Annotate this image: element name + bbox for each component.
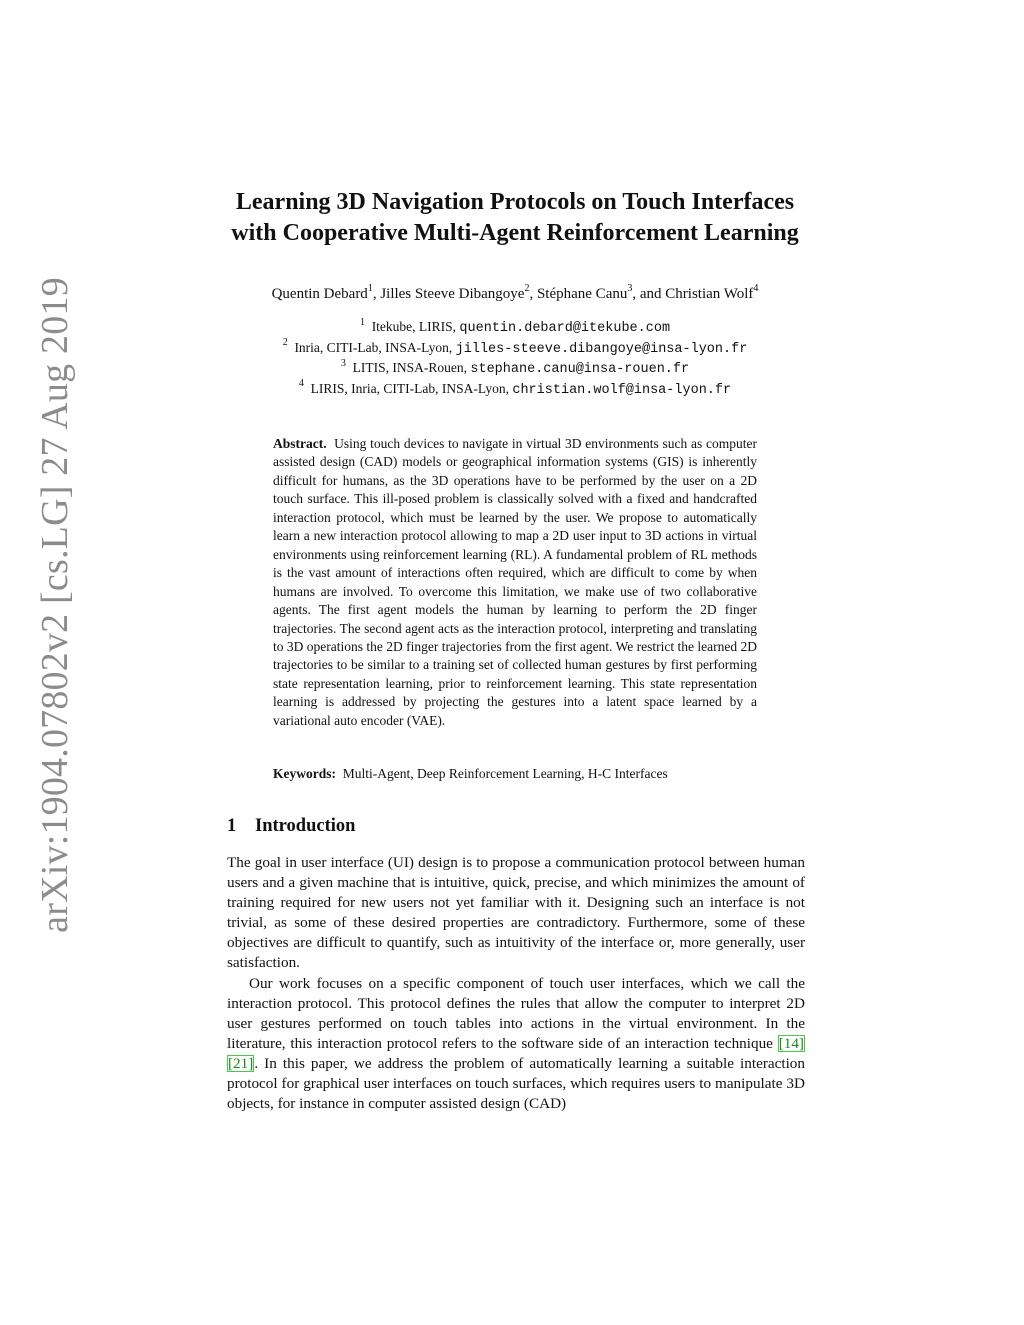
author-superscript: 1 (367, 283, 373, 294)
author-name: Christian Wolf (665, 286, 754, 302)
author-email[interactable]: stephane.canu@insa-rouen.fr (470, 362, 690, 377)
keywords-label: Keywords: (273, 766, 336, 781)
affiliation-text: LIRIS, Inria, CITI-Lab, INSA-Lyon, (310, 380, 509, 396)
section-heading (227, 814, 355, 838)
title-line-2: with Cooperative Multi-Agent Reinforcement Learning (231, 220, 799, 246)
citation-link[interactable]: [14] (778, 1034, 804, 1052)
paragraph: The goal in user interface (UI) design is to propose a communication protocol between human users and a given machine that is intuitive, quick, precise, and which minimizes the amount of training required for new users not yet familiar with it. Designing such an interface is not trivial, as some of these desired properties are contradictory. Furthermore, some of these objectives are difficult to quantify, such as intuitivity of the interface or, more generally, user satisfaction. (227, 854, 805, 972)
affiliation-text: Itekube, LIRIS, (371, 319, 457, 334)
abstract-label: Abstract. (273, 436, 327, 451)
affiliation-number: 1 (359, 316, 365, 328)
affiliation-number: 3 (340, 357, 346, 369)
abstract (273, 435, 757, 730)
author-email[interactable]: quentin.debard@itekube.com (459, 321, 671, 336)
author-email[interactable]: jilles-steeve.dibangoye@insa-lyon.fr (455, 341, 748, 357)
title-line-1: Learning 3D Navigation Protocols on Touch Interfaces (235, 189, 795, 215)
author-superscript: 4 (753, 283, 759, 294)
arxiv-identifier-text: arXiv:1904.07802v2 [cs.LG] 27 Aug 2019 (34, 277, 76, 933)
author-name: Jilles Steeve Dibangoye (380, 286, 525, 302)
paragraph-text: Our work focuses on a specific component of touch user interfaces, which we call the interaction protocol. This protocol defines the rules that allow the computer to interpret 2D user gestures performed on touch tables into actions in the virtual environment. In the literature, this interaction protocol refers to the software side of an interaction technique (227, 974, 805, 1052)
paragraph (227, 974, 805, 1115)
affiliation-text: Inria, CITI-Lab, INSA-Lyon, (294, 339, 453, 355)
paper-title (150, 187, 880, 249)
section-number: 1 (227, 816, 237, 836)
author-superscript: 3 (627, 283, 633, 294)
keywords (273, 765, 757, 783)
citation-link[interactable]: [21] (228, 1054, 254, 1072)
author-name: Stéphane Canu (536, 286, 628, 302)
affiliation-line (150, 359, 880, 380)
affiliation-number: 2 (282, 337, 288, 348)
author-conjunction: and (639, 286, 662, 302)
body-text (227, 853, 805, 1114)
author-superscript: 2 (524, 283, 530, 294)
section-title: Introduction (255, 816, 356, 836)
affiliation-text: LITIS, INSA-Rouen, (352, 360, 467, 375)
affiliation-number: 4 (298, 378, 304, 389)
affiliation-line (150, 380, 880, 401)
affiliation-line (150, 339, 880, 360)
author-email[interactable]: christian.wolf@insa-lyon.fr (512, 382, 732, 398)
affiliations (150, 318, 880, 400)
abstract-text: Using touch devices to navigate in virtual 3D environments such as computer assisted design (CAD) models or geographical information systems (GIS) is inherently difficult for humans, as the 3D operations have to be performed by the user on a 2D touch surface. This ill-posed problem is classically solved with a fixed and handcrafted interaction protocol, which must be learned by the user. We propose to automatically learn a new interaction protocol allowing to map a 2D user input to 3D actions in virtual environments using reinforcement learning (RL). A fundamental problem of RL methods is the vast amount of interactions often required, which are difficult to come by when humans are involved. To overcome this limitation, we make use of two collaborative agents. The first agent models the human by learning to perform the 2D finger trajectories. The second agent acts as the interaction protocol, interpreting and translating to 3D operations the 2D finger trajectories from the first agent. We restrict the learned 2D trajectories to be similar to a training set of collected human gestures by first performing state representation learning, prior to reinforcement learning. This state representation learning is addressed by projecting the gestures into a latent space learned by a variational auto encoder (VAE). (273, 436, 758, 728)
keywords-text: Multi-Agent, Deep Reinforcement Learning, H-C Interfaces (342, 766, 668, 781)
paragraph-text: . In this paper, we address the problem of automatically learning a suitable interaction protocol for graphical user interfaces on touch surfaces, which requires users to manipulate 3D objects, for instance in computer assisted design (CAD) (227, 1054, 805, 1113)
author-list: Quentin Debard$^1$, Jilles Steeve Dibangoye$^2$, Stéphane Canu$^3$, and Christian Wolf$^4$ (271, 283, 759, 302)
affiliation-line (150, 318, 880, 339)
author-name: Quentin Debard (271, 286, 368, 302)
